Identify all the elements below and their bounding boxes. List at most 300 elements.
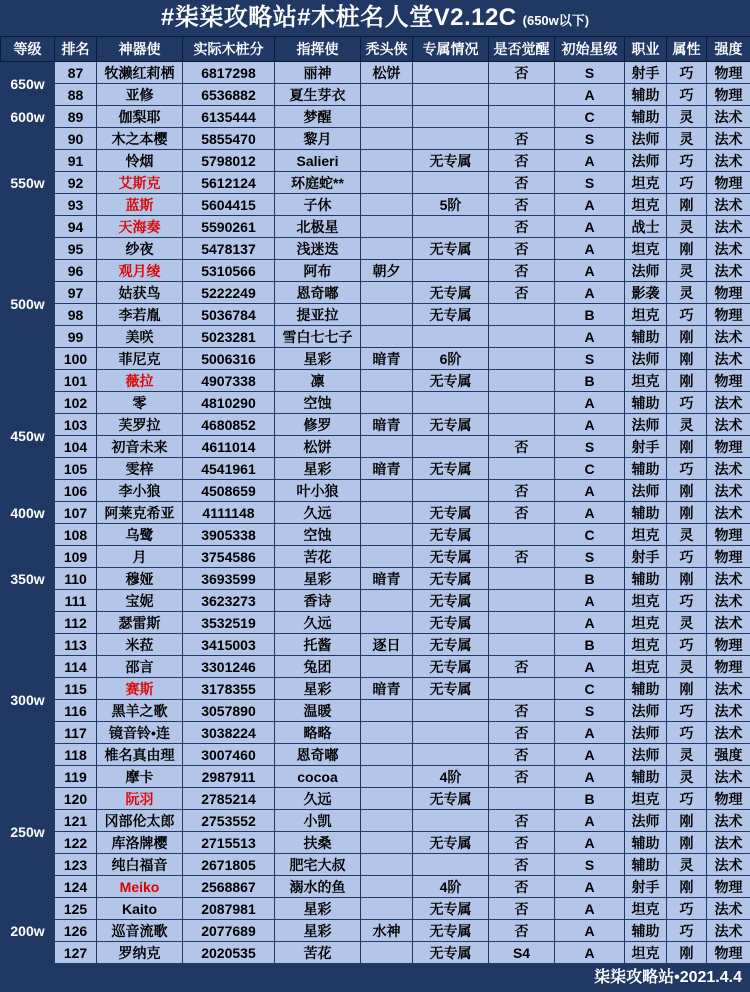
star-cell: S: [555, 348, 625, 370]
type-cell: 法术: [707, 326, 750, 348]
score-cell: 6536882: [183, 84, 275, 106]
type-cell: 法术: [707, 700, 750, 722]
table-row: [1, 304, 750, 326]
bald-cell: [361, 106, 413, 128]
star-cell: A: [555, 744, 625, 766]
exclusive-cell: 无专属: [413, 546, 489, 568]
star-cell: S: [555, 172, 625, 194]
table-row: [1, 766, 750, 788]
attr-cell: 灵: [667, 744, 707, 766]
star-cell: C: [555, 524, 625, 546]
star-cell: A: [555, 920, 625, 942]
rank-cell: 97: [55, 282, 97, 304]
star-cell: A: [555, 590, 625, 612]
score-cell: 5023281: [183, 326, 275, 348]
rank-cell: 127: [55, 942, 97, 964]
role-cell: 法师: [625, 810, 667, 832]
name-cell: 冈部伦太郎: [97, 810, 183, 832]
rank-cell: 122: [55, 832, 97, 854]
name-cell: 镜音铃•连: [97, 722, 183, 744]
attr-cell: 巧: [667, 722, 707, 744]
score-cell: 4541961: [183, 458, 275, 480]
rank-cell: 91: [55, 150, 97, 172]
awaken-cell: [489, 414, 555, 436]
name-cell: 怜烟: [97, 150, 183, 172]
name-cell: 零: [97, 392, 183, 414]
tier-cell: 350w: [1, 524, 55, 634]
exclusive-cell: 无专属: [413, 678, 489, 700]
commander-cell: 星彩: [275, 568, 361, 590]
awaken-cell: 否: [489, 656, 555, 678]
name-cell: 赛斯: [97, 678, 183, 700]
attr-cell: 灵: [667, 656, 707, 678]
awaken-cell: 否: [489, 546, 555, 568]
commander-cell: 溺水的鱼: [275, 876, 361, 898]
exclusive-cell: [413, 326, 489, 348]
awaken-cell: [489, 458, 555, 480]
exclusive-cell: [413, 106, 489, 128]
role-cell: 法师: [625, 722, 667, 744]
name-cell: 李小狼: [97, 480, 183, 502]
role-cell: 辅助: [625, 106, 667, 128]
rank-cell: 124: [55, 876, 97, 898]
score-cell: 3057890: [183, 700, 275, 722]
score-cell: 3754586: [183, 546, 275, 568]
commander-cell: 托酱: [275, 634, 361, 656]
exclusive-cell: [413, 172, 489, 194]
star-cell: A: [555, 260, 625, 282]
awaken-cell: [489, 788, 555, 810]
role-cell: 法师: [625, 348, 667, 370]
table-row: [1, 920, 750, 942]
type-cell: 法术: [707, 568, 750, 590]
role-cell: 辅助: [625, 326, 667, 348]
bald-cell: [361, 854, 413, 876]
type-cell: 法术: [707, 216, 750, 238]
table-row: [1, 348, 750, 370]
awaken-cell: 否: [489, 722, 555, 744]
exclusive-cell: 无专属: [413, 502, 489, 524]
attr-cell: 巧: [667, 590, 707, 612]
type-cell: 法术: [707, 414, 750, 436]
name-cell: 月: [97, 546, 183, 568]
bald-cell: 暗青: [361, 568, 413, 590]
score-cell: 2020535: [183, 942, 275, 964]
rank-cell: 119: [55, 766, 97, 788]
star-cell: A: [555, 414, 625, 436]
bald-cell: [361, 502, 413, 524]
score-cell: 4680852: [183, 414, 275, 436]
commander-cell: 提亚拉: [275, 304, 361, 326]
awaken-cell: [489, 326, 555, 348]
bald-cell: 暗青: [361, 348, 413, 370]
name-cell: 牧濑红莉栖: [97, 62, 183, 84]
commander-cell: 北极星: [275, 216, 361, 238]
type-cell: 法术: [707, 128, 750, 150]
role-cell: 辅助: [625, 458, 667, 480]
attr-cell: 刚: [667, 502, 707, 524]
table-row: [1, 810, 750, 832]
score-cell: 3038224: [183, 722, 275, 744]
exclusive-cell: 无专属: [413, 920, 489, 942]
bald-cell: 水神: [361, 920, 413, 942]
awaken-cell: 否: [489, 832, 555, 854]
role-cell: 辅助: [625, 502, 667, 524]
awaken-cell: 否: [489, 194, 555, 216]
name-cell: 纯白福音: [97, 854, 183, 876]
type-cell: 法术: [707, 194, 750, 216]
attr-cell: 刚: [667, 810, 707, 832]
awaken-cell: [489, 370, 555, 392]
score-cell: 5222249: [183, 282, 275, 304]
score-cell: 5478137: [183, 238, 275, 260]
rank-cell: 94: [55, 216, 97, 238]
bald-cell: 逐日: [361, 634, 413, 656]
bald-cell: [361, 524, 413, 546]
star-cell: S: [555, 62, 625, 84]
type-cell: 物理: [707, 876, 750, 898]
score-cell: 5798012: [183, 150, 275, 172]
attr-cell: 巧: [667, 788, 707, 810]
awaken-cell: 否: [489, 480, 555, 502]
star-cell: A: [555, 766, 625, 788]
header-cell: 排名: [55, 37, 97, 62]
bald-cell: [361, 832, 413, 854]
type-cell: 法术: [707, 898, 750, 920]
name-cell: 菲尼克: [97, 348, 183, 370]
bald-cell: [361, 810, 413, 832]
table-row: [1, 634, 750, 656]
exclusive-cell: [413, 62, 489, 84]
rank-cell: 109: [55, 546, 97, 568]
table-body: [1, 62, 750, 964]
type-cell: 法术: [707, 150, 750, 172]
exclusive-cell: [413, 84, 489, 106]
score-cell: 4907338: [183, 370, 275, 392]
role-cell: 法师: [625, 744, 667, 766]
bald-cell: [361, 370, 413, 392]
type-cell: 法术: [707, 590, 750, 612]
rank-cell: 100: [55, 348, 97, 370]
tier-cell: 600w: [1, 106, 55, 128]
bald-cell: [361, 546, 413, 568]
score-cell: 3415003: [183, 634, 275, 656]
type-cell: 法术: [707, 920, 750, 942]
type-cell: 法术: [707, 348, 750, 370]
score-cell: 2987911: [183, 766, 275, 788]
role-cell: 辅助: [625, 920, 667, 942]
exclusive-cell: 4阶: [413, 766, 489, 788]
table-row: [1, 546, 750, 568]
star-cell: A: [555, 722, 625, 744]
bald-cell: 松饼: [361, 62, 413, 84]
bald-cell: [361, 656, 413, 678]
role-cell: 法师: [625, 700, 667, 722]
role-cell: 辅助: [625, 84, 667, 106]
score-cell: 6135444: [183, 106, 275, 128]
commander-cell: Salieri: [275, 150, 361, 172]
rank-cell: 106: [55, 480, 97, 502]
awaken-cell: [489, 106, 555, 128]
type-cell: 物理: [707, 172, 750, 194]
table-row: [1, 832, 750, 854]
rank-cell: 96: [55, 260, 97, 282]
type-cell: 法术: [707, 106, 750, 128]
score-cell: 5612124: [183, 172, 275, 194]
commander-cell: 环庭蛇**: [275, 172, 361, 194]
star-cell: B: [555, 788, 625, 810]
bald-cell: 暗青: [361, 678, 413, 700]
name-cell: 蓝斯: [97, 194, 183, 216]
awaken-cell: 否: [489, 150, 555, 172]
awaken-cell: [489, 612, 555, 634]
type-cell: 法术: [707, 502, 750, 524]
commander-cell: 久远: [275, 788, 361, 810]
type-cell: 法术: [707, 832, 750, 854]
bald-cell: [361, 700, 413, 722]
name-cell: 伽梨耶: [97, 106, 183, 128]
table-row: [1, 128, 750, 150]
type-cell: 法术: [707, 766, 750, 788]
type-cell: 法术: [707, 810, 750, 832]
name-cell: 薇拉: [97, 370, 183, 392]
header-cell: 强度: [707, 37, 750, 62]
star-cell: A: [555, 612, 625, 634]
attr-cell: 灵: [667, 766, 707, 788]
commander-cell: 温暖: [275, 700, 361, 722]
bald-cell: [361, 128, 413, 150]
score-cell: 3178355: [183, 678, 275, 700]
bald-cell: [361, 766, 413, 788]
attr-cell: 灵: [667, 414, 707, 436]
commander-cell: 梦醒: [275, 106, 361, 128]
tier-cell: 550w: [1, 128, 55, 238]
table-row: [1, 326, 750, 348]
exclusive-cell: 无专属: [413, 898, 489, 920]
table-row: [1, 194, 750, 216]
name-cell: 初音未来: [97, 436, 183, 458]
exclusive-cell: 无专属: [413, 458, 489, 480]
role-cell: 战士: [625, 216, 667, 238]
name-cell: 李若胤: [97, 304, 183, 326]
commander-cell: 子休: [275, 194, 361, 216]
role-cell: 辅助: [625, 678, 667, 700]
star-cell: B: [555, 370, 625, 392]
awaken-cell: 否: [489, 876, 555, 898]
role-cell: 影袭: [625, 282, 667, 304]
attr-cell: 刚: [667, 568, 707, 590]
star-cell: C: [555, 106, 625, 128]
attr-cell: 刚: [667, 436, 707, 458]
table-row: [1, 502, 750, 524]
bald-cell: [361, 392, 413, 414]
rank-cell: 113: [55, 634, 97, 656]
commander-cell: 空蚀: [275, 524, 361, 546]
exclusive-cell: [413, 722, 489, 744]
awaken-cell: [489, 568, 555, 590]
awaken-cell: 否: [489, 260, 555, 282]
rank-cell: 114: [55, 656, 97, 678]
bald-cell: [361, 942, 413, 964]
commander-cell: 恩奇嘟: [275, 744, 361, 766]
awaken-cell: 否: [489, 62, 555, 84]
type-cell: 物理: [707, 304, 750, 326]
name-cell: 芙罗拉: [97, 414, 183, 436]
exclusive-cell: 无专属: [413, 590, 489, 612]
commander-cell: 恩奇嘟: [275, 282, 361, 304]
exclusive-cell: [413, 700, 489, 722]
type-cell: 法术: [707, 458, 750, 480]
table-row: [1, 590, 750, 612]
exclusive-cell: 5阶: [413, 194, 489, 216]
table-row: [1, 370, 750, 392]
role-cell: 坦克: [625, 942, 667, 964]
commander-cell: 夏生芽衣: [275, 84, 361, 106]
type-cell: 物理: [707, 524, 750, 546]
exclusive-cell: 无专属: [413, 568, 489, 590]
role-cell: 坦克: [625, 656, 667, 678]
header-cell: 等级: [1, 37, 55, 62]
name-cell: 罗纳克: [97, 942, 183, 964]
score-cell: 4508659: [183, 480, 275, 502]
commander-cell: 略略: [275, 722, 361, 744]
attr-cell: 刚: [667, 678, 707, 700]
score-cell: 2087981: [183, 898, 275, 920]
header-cell: 是否觉醒: [489, 37, 555, 62]
star-cell: A: [555, 656, 625, 678]
exclusive-cell: [413, 810, 489, 832]
name-cell: 瑟雷斯: [97, 612, 183, 634]
attr-cell: 巧: [667, 700, 707, 722]
score-cell: 2753552: [183, 810, 275, 832]
bald-cell: [361, 436, 413, 458]
type-cell: 强度: [707, 744, 750, 766]
exclusive-cell: 无专属: [413, 238, 489, 260]
role-cell: 法师: [625, 480, 667, 502]
role-cell: 法师: [625, 128, 667, 150]
attr-cell: 巧: [667, 172, 707, 194]
attr-cell: 巧: [667, 458, 707, 480]
attr-cell: 刚: [667, 370, 707, 392]
commander-cell: 修罗: [275, 414, 361, 436]
star-cell: A: [555, 194, 625, 216]
awaken-cell: 否: [489, 920, 555, 942]
commander-cell: 叶小狼: [275, 480, 361, 502]
tier-cell: 400w: [1, 502, 55, 524]
exclusive-cell: 无专属: [413, 942, 489, 964]
exclusive-cell: [413, 392, 489, 414]
exclusive-cell: 6阶: [413, 348, 489, 370]
awaken-cell: 否: [489, 128, 555, 150]
role-cell: 辅助: [625, 568, 667, 590]
attr-cell: 巧: [667, 304, 707, 326]
star-cell: B: [555, 568, 625, 590]
attr-cell: 巧: [667, 62, 707, 84]
bald-cell: [361, 238, 413, 260]
rank-cell: 125: [55, 898, 97, 920]
table-row: [1, 678, 750, 700]
attr-cell: 巧: [667, 392, 707, 414]
tier-cell: 450w: [1, 370, 55, 502]
star-cell: B: [555, 634, 625, 656]
star-cell: A: [555, 238, 625, 260]
type-cell: 法术: [707, 392, 750, 414]
attr-cell: 灵: [667, 524, 707, 546]
tier-cell: 650w: [1, 62, 55, 106]
bald-cell: [361, 150, 413, 172]
role-cell: 辅助: [625, 832, 667, 854]
table-row: [1, 700, 750, 722]
commander-cell: 香诗: [275, 590, 361, 612]
header-cell: 秃头侠: [361, 37, 413, 62]
star-cell: S: [555, 128, 625, 150]
rank-cell: 115: [55, 678, 97, 700]
role-cell: 辅助: [625, 392, 667, 414]
tier-cell: 500w: [1, 238, 55, 370]
attr-cell: 巧: [667, 920, 707, 942]
awaken-cell: 否: [489, 172, 555, 194]
attr-cell: 刚: [667, 238, 707, 260]
role-cell: 坦克: [625, 898, 667, 920]
table-row: [1, 436, 750, 458]
type-cell: 物理: [707, 656, 750, 678]
rank-cell: 88: [55, 84, 97, 106]
score-cell: 3532519: [183, 612, 275, 634]
footer-credit: 柒柒攻略站•2021.4.4: [0, 964, 750, 992]
rank-cell: 117: [55, 722, 97, 744]
role-cell: 法师: [625, 260, 667, 282]
attr-cell: 灵: [667, 216, 707, 238]
exclusive-cell: 无专属: [413, 656, 489, 678]
name-cell: Kaito: [97, 898, 183, 920]
awaken-cell: 否: [489, 238, 555, 260]
bald-cell: [361, 744, 413, 766]
rank-cell: 123: [55, 854, 97, 876]
name-cell: 姑获鸟: [97, 282, 183, 304]
attr-cell: 刚: [667, 876, 707, 898]
score-cell: 3623273: [183, 590, 275, 612]
table-row: [1, 788, 750, 810]
score-cell: 5590261: [183, 216, 275, 238]
bald-cell: [361, 326, 413, 348]
table-row: [1, 238, 750, 260]
rank-cell: 107: [55, 502, 97, 524]
table-row: [1, 84, 750, 106]
name-cell: 宝妮: [97, 590, 183, 612]
rank-cell: 101: [55, 370, 97, 392]
score-cell: 2568867: [183, 876, 275, 898]
commander-cell: 星彩: [275, 920, 361, 942]
header-cell: 专属情况: [413, 37, 489, 62]
score-cell: 5006316: [183, 348, 275, 370]
name-cell: 雯梓: [97, 458, 183, 480]
score-cell: 5310566: [183, 260, 275, 282]
name-cell: 巡音流歌: [97, 920, 183, 942]
table-row: [1, 480, 750, 502]
type-cell: 法术: [707, 854, 750, 876]
bald-cell: 暗青: [361, 414, 413, 436]
star-cell: B: [555, 304, 625, 326]
name-cell: 木之本樱: [97, 128, 183, 150]
awaken-cell: 否: [489, 766, 555, 788]
rank-cell: 89: [55, 106, 97, 128]
awaken-cell: 否: [489, 216, 555, 238]
header-cell: 实际木桩分: [183, 37, 275, 62]
type-cell: 物理: [707, 634, 750, 656]
star-cell: A: [555, 810, 625, 832]
name-cell: 椎名真由理: [97, 744, 183, 766]
attr-cell: 刚: [667, 832, 707, 854]
